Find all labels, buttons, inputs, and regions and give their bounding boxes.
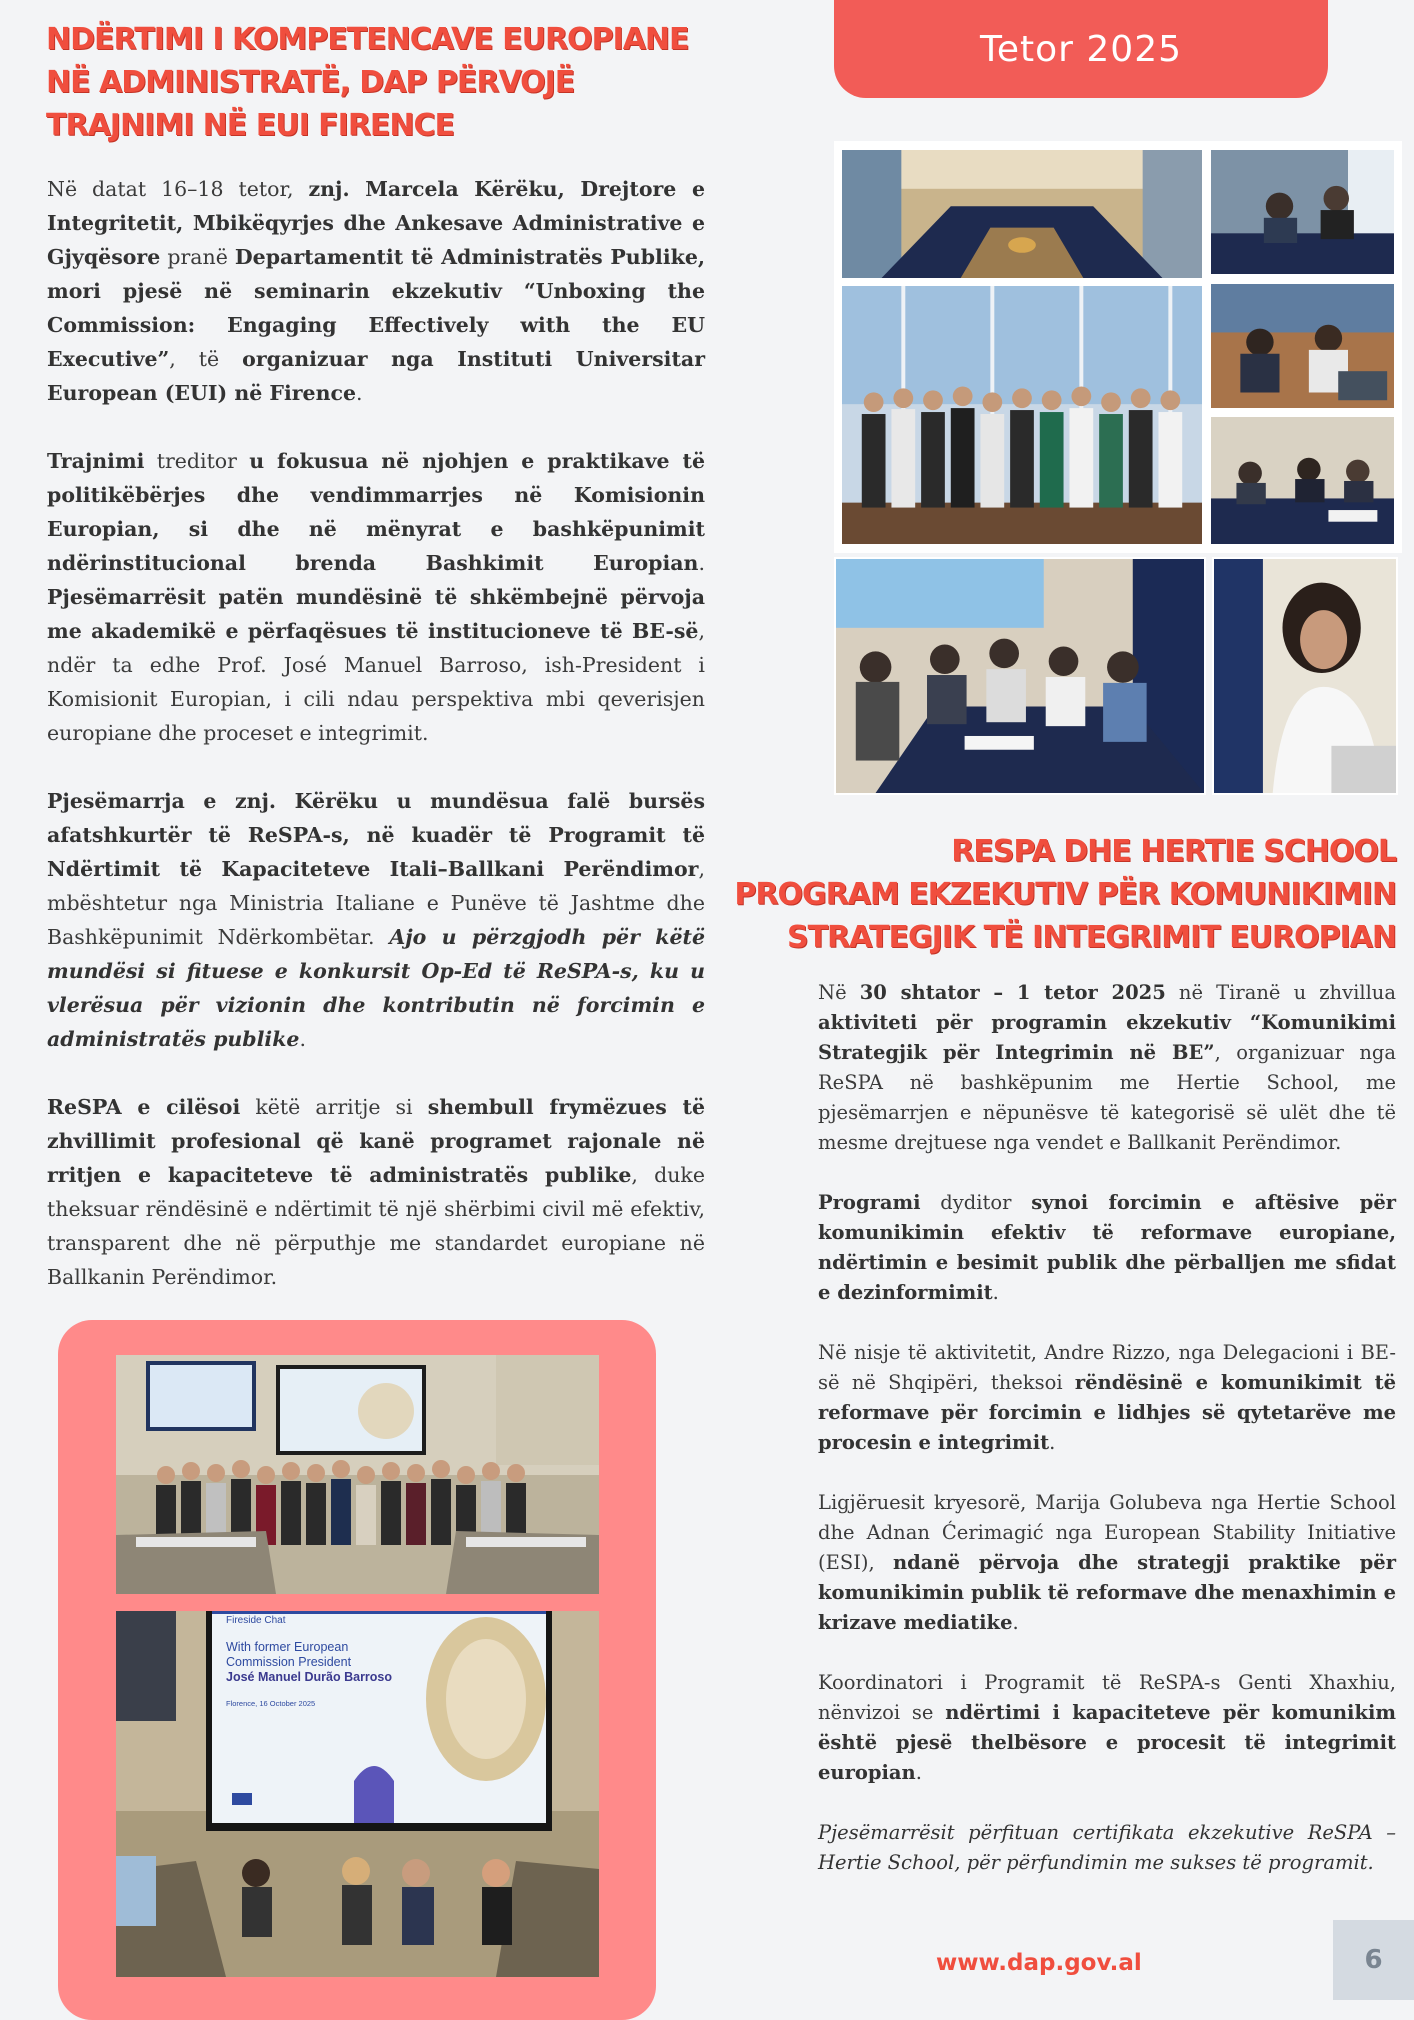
bold-run: ndanë përvoja dhe strategji praktike për komunikimin publik të reformave dhe menaxhimin e krizave mediatike bbox=[818, 1551, 1396, 1634]
paragraph bbox=[47, 444, 705, 750]
bold-run: shembull frymëzues të zhvillimit profesional që kanë programet rajonale në rritjen e kapaciteteve të administratës publike bbox=[47, 1095, 705, 1187]
bold-run: organizuar nga Instituti Universitar European (EUI) në Firence bbox=[47, 347, 706, 405]
page-number: 6 bbox=[1333, 1920, 1414, 2000]
title-line: RESPA DHE HERTIE SCHOOL bbox=[951, 834, 1396, 869]
slide-label: Fireside Chat bbox=[226, 1615, 286, 1626]
paragraph bbox=[818, 1818, 1396, 1878]
slide-text bbox=[226, 1615, 466, 1708]
italic-run: Pjesëmarrësit përfituan certifikata ekzekutive ReSPA – Hertie School, për përfundimin me sukses të programit. bbox=[818, 1821, 1396, 1874]
title-line: NDËRTIMI I KOMPETENCAVE EUROPIANE bbox=[46, 22, 689, 57]
text-run: në Tiranë u zhvillua bbox=[1165, 981, 1396, 1004]
photo-participants-laptop bbox=[1209, 282, 1396, 410]
text-run: . bbox=[1049, 1431, 1056, 1454]
paragraph bbox=[47, 172, 705, 410]
slide-line: With former European bbox=[226, 1640, 349, 1654]
bold-run: rëndësinë e komunikimit të reformave për forcimin e lidhjes së qytetarëve me procesin e integrimit bbox=[818, 1371, 1396, 1454]
bold-run: synoi forcimin e aftësive për komunikimin efektiv të reformave europiane, ndërtimin e besimit publik dhe përballjen me sfidat e dezinformimit bbox=[818, 1191, 1396, 1304]
text-run: këtë arritje si bbox=[240, 1095, 428, 1119]
photo-workshop-table bbox=[834, 557, 1206, 795]
paragraph bbox=[47, 784, 705, 1056]
paragraph bbox=[818, 978, 1396, 1158]
bold-run: Trajnimi bbox=[47, 449, 145, 473]
text-run: , duke theksuar rëndësinë e ndërtimit të një shërbimi civil më efektiv, transparent dhe në përputhje me standardet europiane në Ballkanin Perëndimor. bbox=[47, 1163, 705, 1289]
slide-name: José Manuel Durão Barroso bbox=[226, 1670, 393, 1684]
slide-date: Florence, 16 October 2025 bbox=[226, 1699, 316, 1708]
title-line: NË ADMINISTRATË, DAP PËRVOJË bbox=[46, 65, 575, 100]
text-run: . bbox=[992, 1281, 999, 1304]
photo-speakers-table bbox=[1209, 148, 1396, 276]
paragraph bbox=[47, 1090, 705, 1294]
text-run: , ndër ta edhe Prof. José Manuel Barroso, ish-President i Komisionit Europian, i cili ndau perspektiva mbi qeverisjen europiane dhe proceset e integrimit. bbox=[47, 619, 705, 745]
text-run: treditor bbox=[144, 449, 250, 473]
paragraph bbox=[818, 1668, 1396, 1788]
bold-run: 30 shtator – 1 tetor 2025 bbox=[859, 981, 1166, 1004]
title-line: PROGRAM EKZEKUTIV PËR KOMUNIKIMIN bbox=[734, 877, 1396, 912]
paragraph bbox=[818, 1188, 1396, 1308]
photo-panel-discussion bbox=[1209, 415, 1396, 546]
paragraph bbox=[818, 1488, 1396, 1638]
bold-run: Pjesëmarrësit patën mundësinë të shkëmbejnë përvoja me akademikë e përfaqësues të institucioneve të BE-së bbox=[47, 585, 705, 643]
text-run: Në nisje të aktivitetit, Andre Rizzo, nga Delegacioni i BE-së në Shqipëri, theksoi bbox=[818, 1341, 1396, 1394]
bold-run: ndërtimi i kapaciteteve për komunikim është pjesë thelbësore e procesit të integrimit europian bbox=[818, 1701, 1396, 1784]
photo-meeting-hall bbox=[840, 148, 1204, 280]
text-run: Në bbox=[818, 981, 860, 1004]
photo-seminar-group bbox=[116, 1355, 599, 1594]
left-article-body bbox=[47, 172, 705, 1328]
bold-run: ReSPA e cilësoi bbox=[47, 1095, 241, 1119]
bold-run: aktiviteti për programin ekzekutiv “Komunikimi Strategjik për Integrimin në BE” bbox=[818, 1011, 1396, 1064]
date-badge: Tetor 2025 bbox=[834, 0, 1328, 98]
right-article-body bbox=[818, 978, 1396, 1908]
bold-run: Programi bbox=[818, 1191, 921, 1214]
photo-woman-speaking bbox=[1212, 557, 1398, 795]
text-run: , organizuar nga ReSPA në bashkëpunim me Hertie School, me pjesëmarrjen e nëpunësve të kategorisë së ulët dhe të mesme drejtuese nga vendet e Ballkanit Perëndimor. bbox=[818, 1041, 1396, 1154]
bold-italic-run: Ajo u përzgjodh për këtë mundësi si fituese e konkursit Op-Ed të ReSPA-s, ku u vlerësua për vizionin dhe kontributin në forcimin e administratës publike bbox=[47, 925, 706, 1051]
title-line: STRATEGJIK TË INTEGRIMIT EUROPIAN bbox=[786, 920, 1396, 955]
photo-fireside-chat bbox=[116, 1611, 599, 1977]
text-run: Ligjëruesit kryesorë, Marija Golubeva nga Hertie School dhe Adnan Ćerimagić nga European Stability Initiative (ESI), bbox=[818, 1491, 1396, 1574]
footer-website-link[interactable]: www.dap.gov.al bbox=[936, 1950, 1142, 1976]
photo-group-portrait bbox=[840, 284, 1204, 546]
right-article-title bbox=[734, 830, 1396, 959]
slide-line: Commission President bbox=[226, 1655, 352, 1669]
text-run: . bbox=[915, 1761, 922, 1784]
text-run: . bbox=[299, 1027, 306, 1051]
bold-run: u fokusua në njohjen e praktikave të politikëbërjes dhe vendimmarrjes në Komisionin Europian, si dhe në mënyrat e bashkëpunimit ndërinstitucional brenda Bashkimit Europian bbox=[47, 449, 705, 575]
bold-run: znj. Marcela Kërëku, Drejtore e Integritetit, Mbikëqyrjes dhe Ankesave Administrative e Gjyqësore bbox=[47, 177, 705, 269]
text-run: Koordinatori i Programit të ReSPA-s Genti Xhaxhiu, nënvizoi se bbox=[818, 1671, 1396, 1724]
text-run: pranë bbox=[160, 245, 235, 269]
text-run: Në datat 16–18 tetor, bbox=[47, 177, 309, 201]
bold-run: Departamentit të Administratës Publike, mori pjesë në seminarin ekzekutiv “Unboxing the Commission: Engaging Effectively with the EU Executive” bbox=[47, 245, 706, 371]
text-run: dyditor bbox=[920, 1191, 1032, 1214]
paragraph bbox=[818, 1338, 1396, 1458]
text-run: . bbox=[698, 551, 705, 575]
bold-run: Pjesëmarrja e znj. Kërëku u mundësua falë bursës afatshkurtër të ReSPA-s, në kuadër të Programit të Ndërtimit të Kapaciteteve Itali–Ballkani Perëndimor bbox=[47, 789, 705, 881]
left-article-title bbox=[46, 18, 689, 147]
text-run: , të bbox=[169, 347, 243, 371]
title-line: TRAJNIMI NË EUI FIRENCE bbox=[46, 108, 455, 143]
text-run: . bbox=[356, 381, 363, 405]
text-run: , mbështetur nga Ministria Italiane e Punëve të Jashtme dhe Bashkëpunimit Ndërkombëtar. bbox=[47, 857, 705, 949]
text-run: . bbox=[1012, 1611, 1019, 1634]
